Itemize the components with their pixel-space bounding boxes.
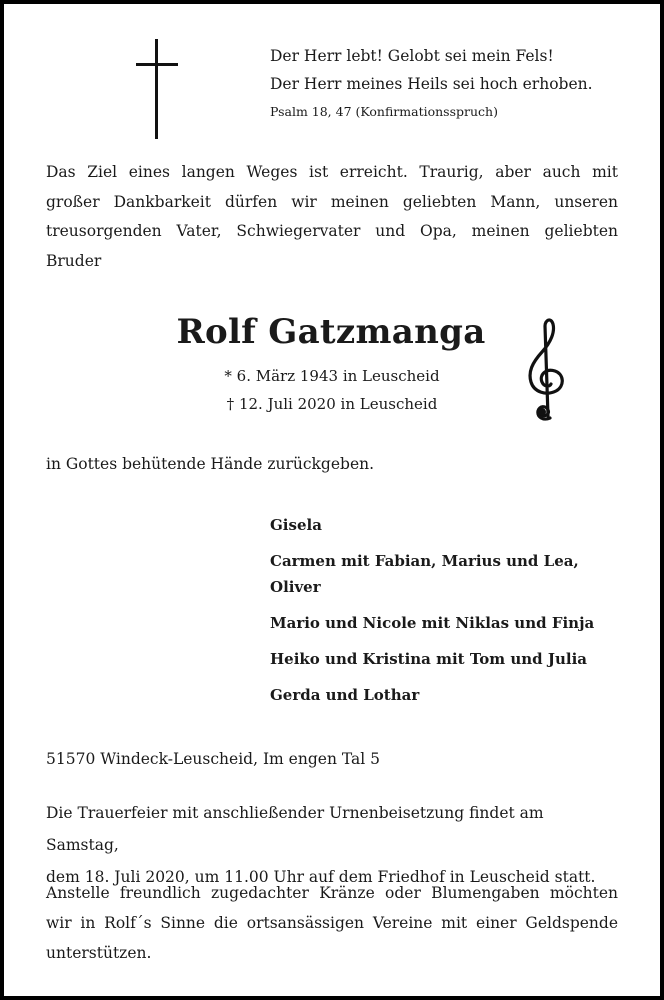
cross-icon (136, 39, 178, 139)
mourner-2-line-2: Oliver (270, 578, 321, 596)
after-name-text: in Gottes behütende Hände zurückgeben. (46, 455, 375, 473)
mourner-2-line-1: Carmen mit Fabian, Marius und Lea, (270, 552, 579, 570)
treble-clef-icon (524, 318, 570, 422)
mourners-list (270, 512, 630, 718)
intro-line-1: Das Ziel eines langen Weges ist erreicht. Traurig, aber auch mit (46, 163, 618, 181)
birth-date: * 6. März 1943 in Leuscheid (224, 367, 440, 385)
verse-line-2: Der Herr meines Heils sei hoch erhoben. (270, 75, 593, 93)
donation-line-3: unterstützen. (46, 944, 152, 962)
mourner-2 (270, 548, 630, 600)
mourner-5: Gerda und Lothar (270, 686, 420, 704)
deceased-name-text: Rolf Gatzmanga (176, 312, 486, 352)
intro-line-2: großer Dankbarkeit dürfen wir meinen geliebten Mann, unseren (46, 192, 618, 211)
intro-line-3: treusorgenden Vater, Schwiegervater und Opa, meinen geliebten (46, 222, 618, 240)
intro-text (46, 158, 618, 276)
verse-block (270, 42, 650, 122)
verse-reference: Psalm 18, 47 (Konfirmationsspruch) (270, 104, 498, 119)
funeral-line-2: dem 18. Juli 2020, um 11.00 Uhr auf dem Friedhof in Leuscheid statt. (46, 868, 596, 886)
death-date: † 12. Juli 2020 in Leuscheid (226, 395, 438, 413)
verse-line-1: Der Herr lebt! Gelobt sei mein Fels! (270, 47, 554, 65)
mourner-1: Gisela (270, 516, 322, 534)
donation-note (46, 878, 618, 968)
address: 51570 Windeck-Leuscheid, Im engen Tal 5 (46, 750, 380, 768)
intro-line-4: Bruder (46, 251, 102, 270)
donation-line-1: Anstelle freundlich zugedachter Kränze oder Blumengaben möchten (46, 884, 618, 902)
donation-line-2: wir in Rolf´s Sinne die ortsansässigen Vereine mit einer Geldspende (46, 914, 618, 932)
mourner-3: Mario und Nicole mit Niklas und Finja (270, 614, 595, 632)
funeral-line-1: Die Trauerfeier mit anschließender Urnenbeisetzung findet am Samstag, (46, 804, 544, 854)
mourner-4: Heiko und Kristina mit Tom und Julia (270, 650, 588, 668)
